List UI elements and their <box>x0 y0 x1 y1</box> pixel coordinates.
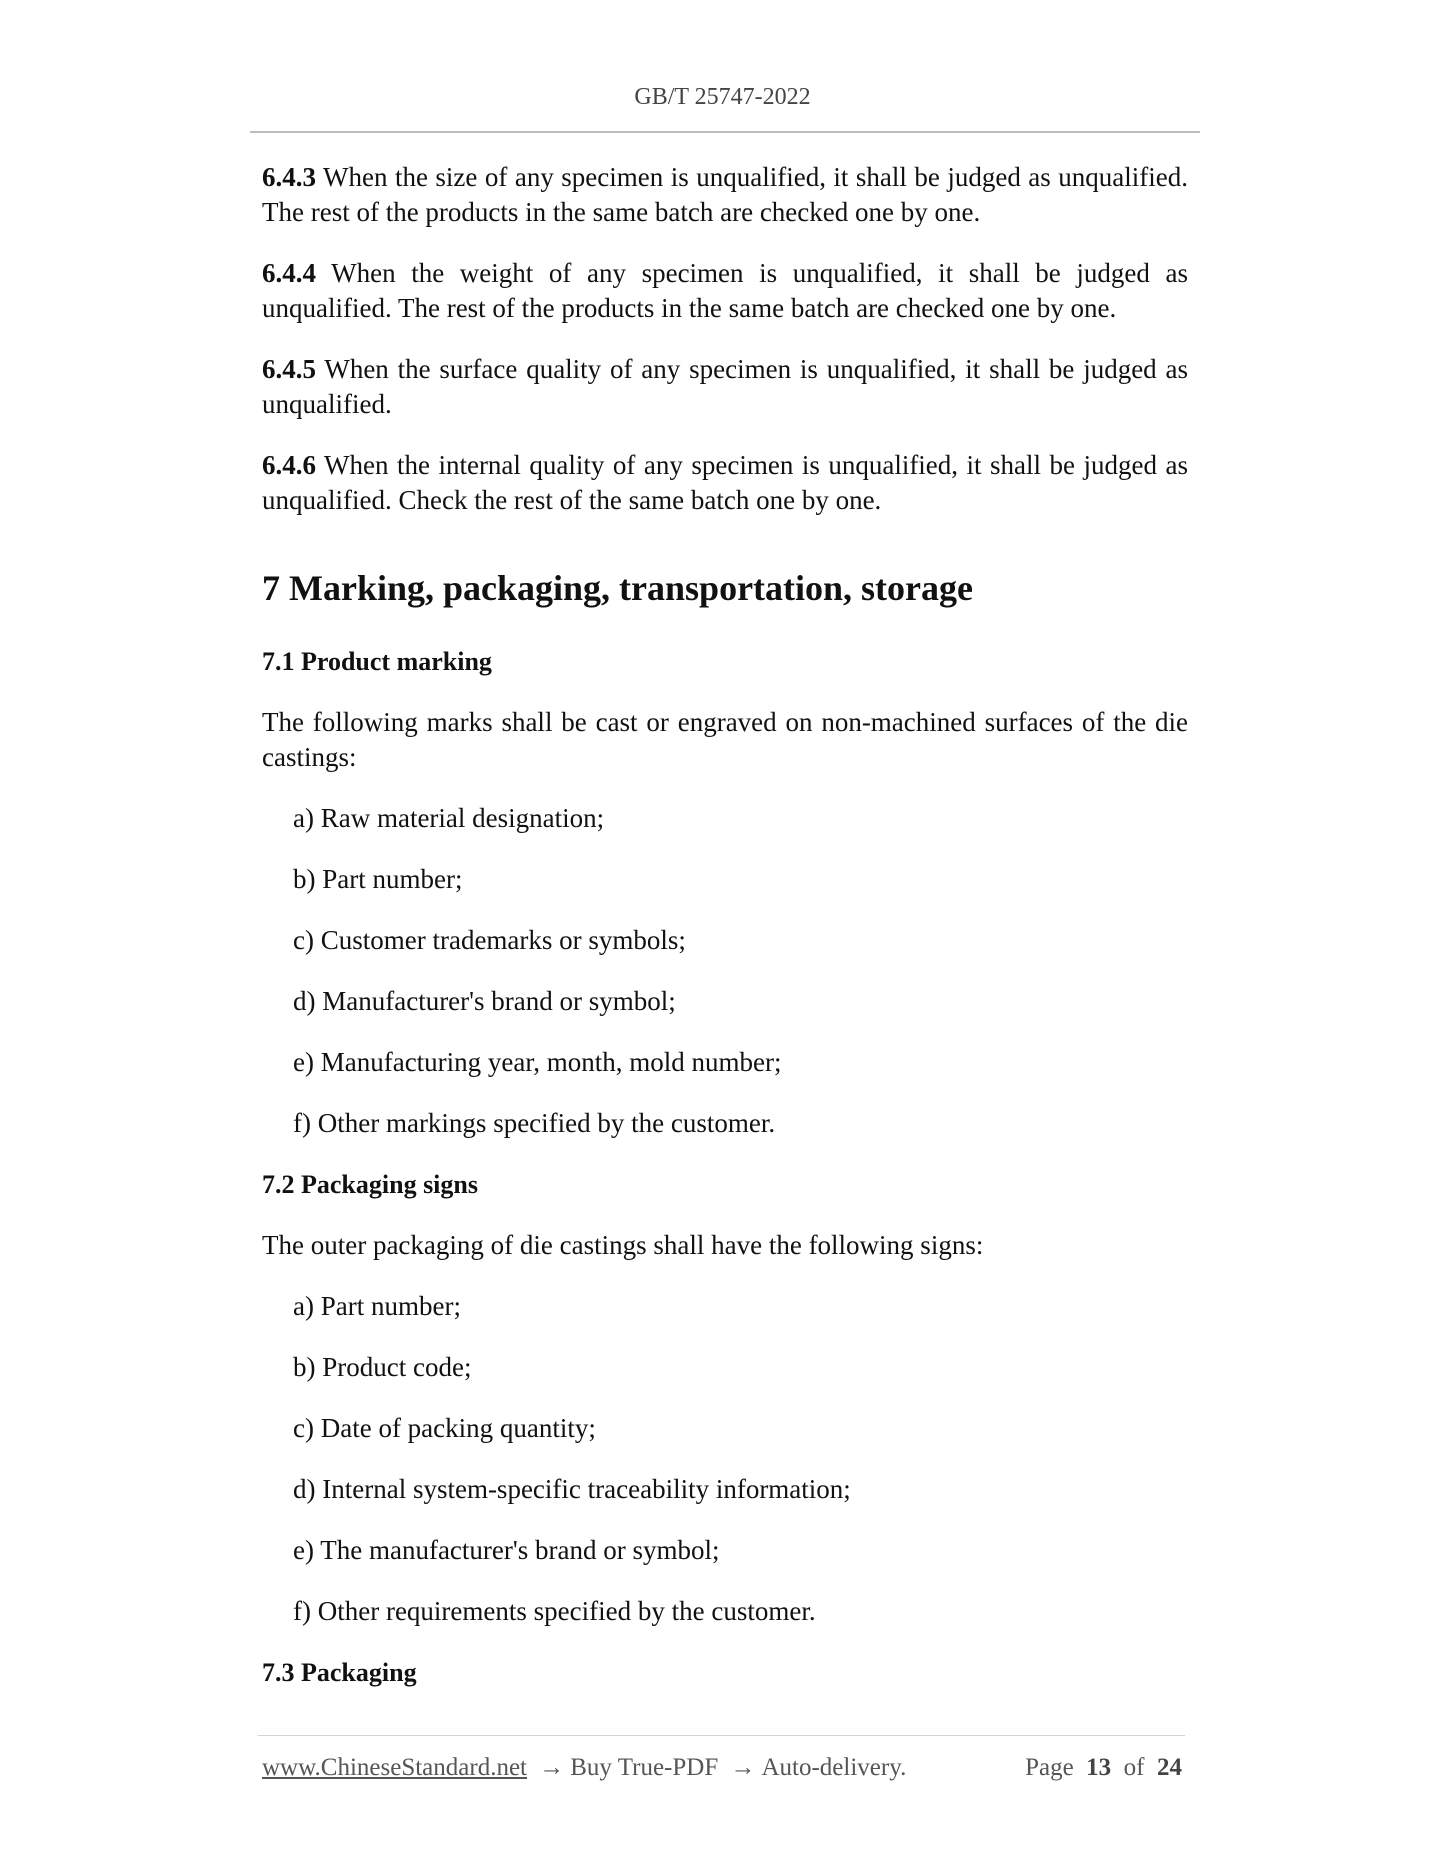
section-7-heading: 7 Marking, packaging, transportation, storage <box>262 568 973 608</box>
clause-number: 6.4.3 <box>262 162 316 192</box>
clause-text: When the weight of any specimen is unqualified, it shall be judged as unqualified. The rest of the products in the same batch are checked one by one. <box>262 258 1188 323</box>
subsection-7-2-heading: 7.2 Packaging signs <box>262 1170 478 1199</box>
page-content <box>262 160 1188 1716</box>
header-divider <box>250 131 1200 133</box>
list-item: e) Manufacturing year, month, mold number; <box>293 1047 782 1077</box>
clause-text: When the internal quality of any specimen is unqualified, it shall be judged as unqualified. Check the rest of the same batch one by one. <box>262 450 1188 515</box>
buy-true-pdf-text: Buy True-PDF <box>570 1754 719 1781</box>
footer-divider <box>258 1735 1185 1736</box>
subsection-7-2-intro: The outer packaging of die castings shall have the following signs: <box>262 1230 984 1260</box>
clause-6-4-6 <box>262 448 1188 518</box>
website-link[interactable]: www.ChineseStandard.net <box>262 1754 527 1781</box>
list-item: f) Other requirements specified by the customer. <box>293 1596 816 1626</box>
subsection-7-1-heading: 7.1 Product marking <box>262 647 492 676</box>
list-item: c) Customer trademarks or symbols; <box>293 925 686 955</box>
list-item: c) Date of packing quantity; <box>293 1413 596 1443</box>
list-item: f) Other markings specified by the customer. <box>293 1108 776 1138</box>
list-item: a) Raw material designation; <box>293 803 605 833</box>
list-item: a) Part number; <box>293 1291 461 1321</box>
clause-number: 6.4.5 <box>262 354 316 384</box>
clause-6-4-4 <box>262 256 1188 326</box>
clause-text: When the surface quality of any specimen is unqualified, it shall be judged as unqualified. <box>262 354 1188 419</box>
page-label: Page <box>1025 1754 1074 1781</box>
document-header: GB/T 25747-2022 <box>634 84 811 110</box>
list-item: e) The manufacturer's brand or symbol; <box>293 1535 720 1565</box>
page-footer <box>262 1754 1182 1782</box>
clause-number: 6.4.4 <box>262 258 316 288</box>
of-label: of <box>1123 1754 1145 1781</box>
clause-number: 6.4.6 <box>262 450 316 480</box>
arrow-right-icon: → <box>539 1754 565 1781</box>
list-item: d) Internal system-specific traceability information; <box>293 1474 851 1504</box>
list-item: b) Part number; <box>293 864 463 894</box>
clause-6-4-5 <box>262 352 1188 422</box>
footer-left <box>262 1754 906 1782</box>
total-pages-number: 24 <box>1157 1754 1182 1781</box>
subsection-7-3-heading: 7.3 Packaging <box>262 1658 417 1687</box>
page-indicator <box>1025 1754 1182 1782</box>
auto-delivery-text: Auto-delivery. <box>761 1754 907 1781</box>
list-item: b) Product code; <box>293 1352 472 1382</box>
list-item: d) Manufacturer's brand or symbol; <box>293 986 676 1016</box>
current-page-number: 13 <box>1086 1754 1112 1781</box>
subsection-7-1-intro: The following marks shall be cast or engraved on non-machined surfaces of the die castings: <box>262 707 1188 772</box>
clause-6-4-3 <box>262 160 1188 230</box>
arrow-right-icon: → <box>730 1754 756 1781</box>
clause-text: When the size of any specimen is unqualified, it shall be judged as unqualified. The rest of the products in the same batch are checked one by one. <box>262 162 1188 227</box>
